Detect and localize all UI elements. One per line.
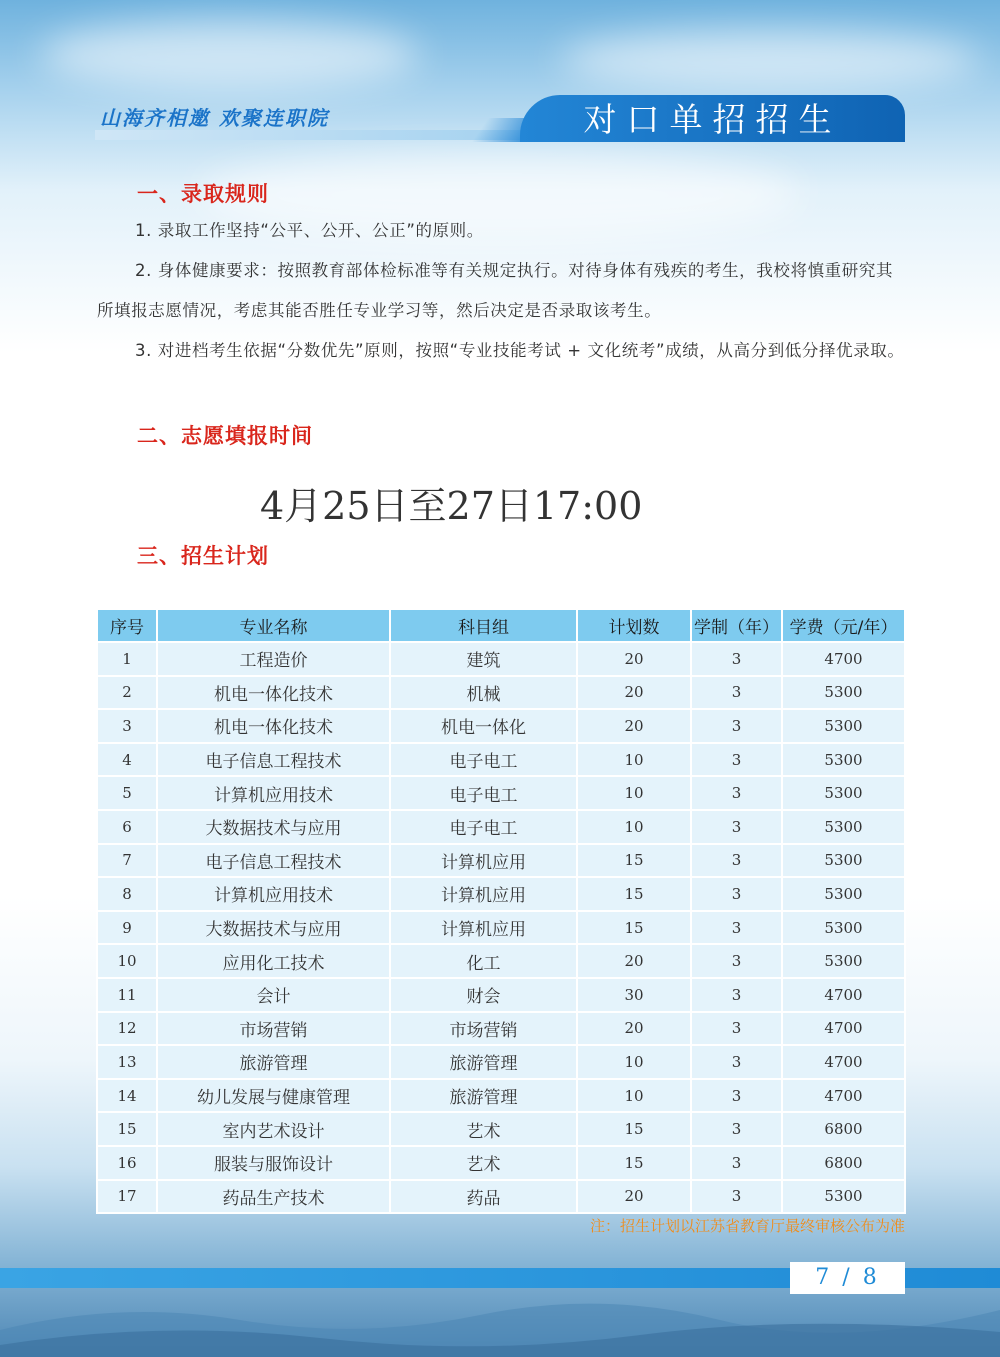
- cell-quota: 10: [577, 1079, 691, 1113]
- rule-text-2: 2. 身体健康要求：按照教育部体检标准等有关规定执行。对待身体有残疾的考生，我校将慎重研究其所填报志愿情况，考虑其能否胜任专业学习等，然后决定是否录取该考生。: [97, 261, 894, 320]
- cell-index: 11: [97, 978, 157, 1012]
- cell-quota: 15: [577, 1146, 691, 1180]
- cell-tuition: 5300: [782, 911, 905, 945]
- cell-subject-group: 艺术: [390, 1112, 577, 1146]
- cell-duration: 3: [691, 810, 782, 844]
- cell-tuition: 5300: [782, 709, 905, 743]
- column-header-major: 专业名称: [157, 609, 390, 642]
- cell-index: 8: [97, 877, 157, 911]
- mountain-decoration: [0, 1290, 1000, 1357]
- cell-tuition: 4700: [782, 1079, 905, 1113]
- cell-subject-group: 药品: [390, 1180, 577, 1214]
- cell-major: 机电一体化技术: [157, 709, 390, 743]
- slogan: 山海齐相邀 欢聚连职院: [100, 106, 329, 130]
- column-header-duration: 学制（年）: [691, 609, 782, 642]
- enrollment-plan-table: [96, 608, 906, 1214]
- cell-index: 6: [97, 810, 157, 844]
- cell-quota: 20: [577, 1180, 691, 1214]
- footnote: 注：招生计划以江苏省教育厅最终审核公布为准: [589, 1217, 905, 1235]
- cell-tuition: 5300: [782, 776, 905, 810]
- cell-duration: 3: [691, 844, 782, 878]
- cell-major: 计算机应用技术: [157, 877, 390, 911]
- cell-subject-group: 化工: [390, 944, 577, 978]
- cell-tuition: 4700: [782, 1012, 905, 1046]
- cell-subject-group: 旅游管理: [390, 1079, 577, 1113]
- cell-subject-group: 电子电工: [390, 810, 577, 844]
- cell-quota: 20: [577, 676, 691, 710]
- cell-index: 16: [97, 1146, 157, 1180]
- cell-subject-group: 财会: [390, 978, 577, 1012]
- cell-index: 10: [97, 944, 157, 978]
- cell-index: 2: [97, 676, 157, 710]
- cell-duration: 3: [691, 877, 782, 911]
- table-row: [97, 1045, 905, 1079]
- application-date: 4月25日至27日17:00: [260, 484, 643, 528]
- cell-major: 工程造价: [157, 642, 390, 676]
- cell-index: 4: [97, 743, 157, 777]
- table-row: [97, 743, 905, 777]
- cell-index: 7: [97, 844, 157, 878]
- cell-tuition: 5300: [782, 1180, 905, 1214]
- cell-major: 服装与服饰设计: [157, 1146, 390, 1180]
- cell-tuition: 4700: [782, 642, 905, 676]
- cell-tuition: 5300: [782, 844, 905, 878]
- cell-duration: 3: [691, 978, 782, 1012]
- section-heading-enrollment-plan: 三、招生计划: [137, 544, 269, 568]
- table-row: [97, 776, 905, 810]
- rule-paragraph-1: [97, 211, 907, 251]
- cell-subject-group: 机电一体化: [390, 709, 577, 743]
- cell-tuition: 5300: [782, 877, 905, 911]
- cell-tuition: 5300: [782, 676, 905, 710]
- cell-index: 5: [97, 776, 157, 810]
- section-heading-application-time: 二、志愿填报时间: [137, 424, 313, 448]
- rule-text-3: 3. 对进档考生依据“分数优先”原则，按照“专业技能考试 + 文化统考”成绩，从高分到低分择优录取。: [135, 341, 905, 360]
- column-header-subject-group: 科目组: [390, 609, 577, 642]
- cell-quota: 10: [577, 743, 691, 777]
- cell-duration: 3: [691, 944, 782, 978]
- cell-duration: 3: [691, 1045, 782, 1079]
- cell-subject-group: 电子电工: [390, 776, 577, 810]
- rule-text-1: 1. 录取工作坚持“公平、公开、公正”的原则。: [135, 221, 484, 240]
- table-row: [97, 709, 905, 743]
- cell-subject-group: 艺术: [390, 1146, 577, 1180]
- cell-duration: 3: [691, 1180, 782, 1214]
- table-row: [97, 642, 905, 676]
- cell-duration: 3: [691, 776, 782, 810]
- column-header-quota: 计划数: [577, 609, 691, 642]
- cell-subject-group: 计算机应用: [390, 911, 577, 945]
- cell-index: 1: [97, 642, 157, 676]
- cell-duration: 3: [691, 911, 782, 945]
- cell-index: 15: [97, 1112, 157, 1146]
- table-row: [97, 676, 905, 710]
- table-row: [97, 844, 905, 878]
- cell-subject-group: 建筑: [390, 642, 577, 676]
- cell-quota: 30: [577, 978, 691, 1012]
- table-row: [97, 1079, 905, 1113]
- cell-major: 大数据技术与应用: [157, 810, 390, 844]
- cell-index: 14: [97, 1079, 157, 1113]
- table-body: [97, 642, 905, 1213]
- cell-index: 12: [97, 1012, 157, 1046]
- cell-index: 9: [97, 911, 157, 945]
- cell-subject-group: 计算机应用: [390, 877, 577, 911]
- cloud-decoration: [560, 30, 980, 90]
- cell-duration: 3: [691, 1012, 782, 1046]
- table-row: [97, 877, 905, 911]
- cell-duration: 3: [691, 676, 782, 710]
- cell-major: 市场营销: [157, 1012, 390, 1046]
- cell-quota: 20: [577, 1012, 691, 1046]
- table-header-row: [97, 609, 905, 642]
- cell-subject-group: 计算机应用: [390, 844, 577, 878]
- cell-major: 幼儿发展与健康管理: [157, 1079, 390, 1113]
- cell-major: 应用化工技术: [157, 944, 390, 978]
- cell-subject-group: 市场营销: [390, 1012, 577, 1046]
- cell-index: 13: [97, 1045, 157, 1079]
- cell-major: 旅游管理: [157, 1045, 390, 1079]
- page-number: 7 / 8: [790, 1262, 905, 1294]
- table-row: [97, 1180, 905, 1214]
- cell-major: 药品生产技术: [157, 1180, 390, 1214]
- cell-quota: 15: [577, 1112, 691, 1146]
- table-row: [97, 978, 905, 1012]
- cell-index: 17: [97, 1180, 157, 1214]
- rule-paragraph-3: [97, 331, 907, 371]
- cell-index: 3: [97, 709, 157, 743]
- rule-paragraph-2: [97, 251, 907, 331]
- cell-major: 机电一体化技术: [157, 676, 390, 710]
- cell-quota: 10: [577, 776, 691, 810]
- cell-major: 电子信息工程技术: [157, 844, 390, 878]
- cell-tuition: 5300: [782, 944, 905, 978]
- table-row: [97, 944, 905, 978]
- cell-quota: 20: [577, 642, 691, 676]
- cell-subject-group: 电子电工: [390, 743, 577, 777]
- table-row: [97, 1012, 905, 1046]
- cell-quota: 20: [577, 944, 691, 978]
- cell-quota: 15: [577, 844, 691, 878]
- cell-major: 计算机应用技术: [157, 776, 390, 810]
- section-heading-admission-rules: 一、录取规则: [137, 182, 269, 206]
- cloud-decoration: [40, 20, 420, 90]
- page-title: 对口单招招生: [520, 95, 905, 142]
- cell-tuition: 5300: [782, 810, 905, 844]
- cell-major: 电子信息工程技术: [157, 743, 390, 777]
- cell-tuition: 5300: [782, 743, 905, 777]
- cell-duration: 3: [691, 1146, 782, 1180]
- cell-subject-group: 机械: [390, 676, 577, 710]
- cell-duration: 3: [691, 743, 782, 777]
- cell-tuition: 4700: [782, 1045, 905, 1079]
- cell-duration: 3: [691, 1079, 782, 1113]
- column-header-tuition: 学费（元/年）: [782, 609, 905, 642]
- cell-tuition: 6800: [782, 1112, 905, 1146]
- cell-quota: 10: [577, 1045, 691, 1079]
- table-row: [97, 810, 905, 844]
- cell-quota: 15: [577, 911, 691, 945]
- cell-tuition: 6800: [782, 1146, 905, 1180]
- cell-quota: 15: [577, 877, 691, 911]
- table-row: [97, 911, 905, 945]
- cell-subject-group: 旅游管理: [390, 1045, 577, 1079]
- column-header-index: 序号: [97, 609, 157, 642]
- cell-major: 室内艺术设计: [157, 1112, 390, 1146]
- cell-quota: 10: [577, 810, 691, 844]
- table-row: [97, 1112, 905, 1146]
- cell-major: 会计: [157, 978, 390, 1012]
- cell-tuition: 4700: [782, 978, 905, 1012]
- cell-duration: 3: [691, 642, 782, 676]
- table-row: [97, 1146, 905, 1180]
- cell-duration: 3: [691, 709, 782, 743]
- cell-quota: 20: [577, 709, 691, 743]
- cell-duration: 3: [691, 1112, 782, 1146]
- cell-major: 大数据技术与应用: [157, 911, 390, 945]
